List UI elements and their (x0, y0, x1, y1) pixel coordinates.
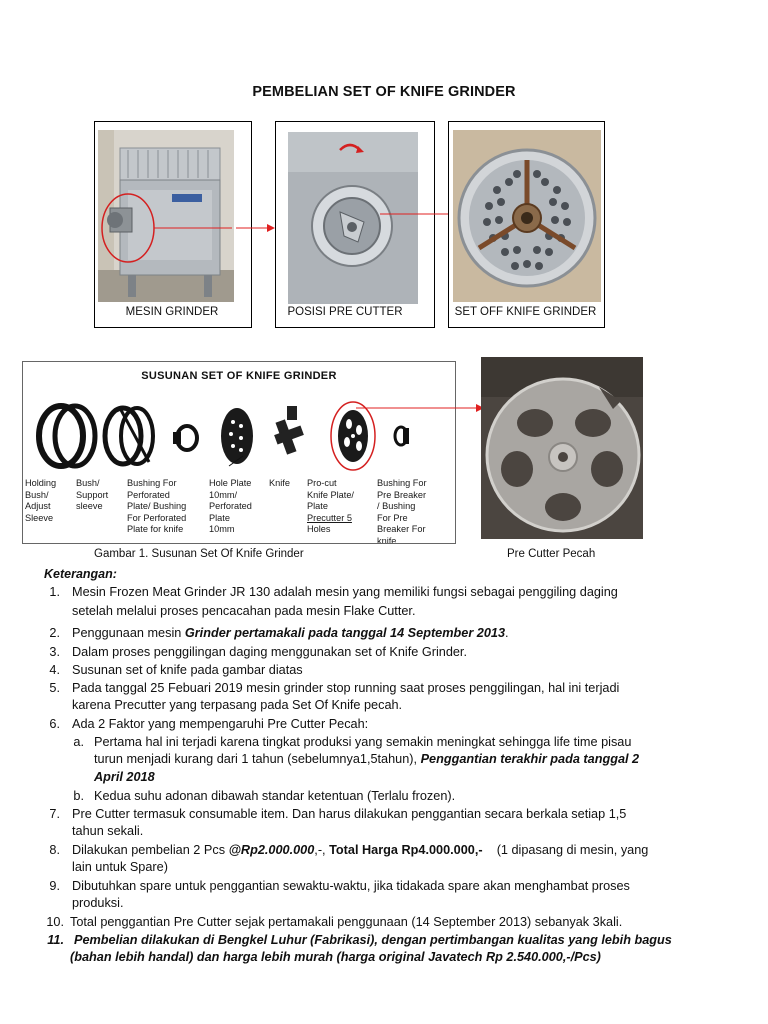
list-item: produksi. (72, 896, 124, 910)
list-number: b. (73, 789, 84, 803)
caption-mesin-grinder: MESIN GRINDER (125, 306, 219, 318)
list-item: (bahan lebih handal) dan harga lebih murah (harga original Javatech Rp 2.540.000,-/Pcs) (70, 950, 601, 964)
part-label-support-sleeve: Bush/ Support sleeve (76, 478, 109, 511)
list-item: April 2018 (94, 770, 155, 784)
hole-plate-icon (221, 408, 253, 466)
list-item: Pembelian dilakukan di Bengkel Luhur (Fabrikasi), dengan pertimbangan kualitas yang lebih bagus (74, 933, 672, 947)
photo-box-pre-cutter (275, 121, 435, 328)
list-item: Dalam proses penggilingan daging menggunakan set of Knife Grinder. (72, 645, 467, 659)
part-label-hole-plate: Hole Plate 10mm/ Perforated Plate 10mm (209, 478, 252, 534)
list-item: Susunan set of knife pada gambar diatas (72, 663, 303, 677)
list-number: 7. (49, 807, 60, 821)
list-number: 3. (49, 645, 60, 659)
part-label-knife: Knife (269, 478, 290, 488)
list-number: 10. (46, 915, 64, 929)
list-number: 5. (49, 681, 60, 695)
list-number: 4. (49, 663, 60, 677)
list-item: Pada tanggal 25 Febuari 2019 mesin grinder stop running saat proses penggilingan, hal ini terjadi (72, 681, 620, 695)
holding-bush-icon (39, 406, 95, 466)
list-item: Ada 2 Faktor yang mempengaruhi Pre Cutter Pecah: (72, 717, 369, 731)
list-item: Penggunaan mesin Grinder pertamakali pada tanggal 14 September 2013. (72, 626, 509, 640)
photo-box-grinder (94, 121, 252, 328)
arrow-right-icon (236, 222, 276, 234)
list-number: 1. (49, 585, 60, 599)
broken-pre-cutter-photo (481, 357, 643, 539)
keterangan-heading: Keterangan: (44, 567, 117, 581)
list-item: Kedua suhu adonan dibawah standar ketentuan (Terlalu frozen). (94, 789, 456, 803)
list-item: turun menjadi kurang dari 1 tahun (sebelumnya1,5tahun), Penggantian terakhir pada tanggal 2 (94, 752, 640, 766)
list-item: Dilakukan pembelian 2 Pcs @Rp2.000.000,-, Total Harga Rp4.000.000,- (1 dipasang di mesin, yang (72, 843, 649, 857)
list-item: Pre Cutter termasuk consumable item. Dan harus dilakukan penggantian secara berkala setiap 1,5 (72, 807, 627, 821)
list-number: 8. (49, 843, 60, 857)
list-number: 6. (49, 717, 60, 731)
bushing-perforated-plate-icon (173, 426, 197, 450)
bushing-pre-breaker-icon (395, 427, 409, 445)
list-number: 11. (47, 933, 64, 947)
caption-set-knife-grinder: SET OFF KNIFE GRINDER (454, 306, 597, 318)
grinder-machine-photo (98, 130, 234, 302)
diagram-title: SUSUNAN SET OF KNIFE GRINDER (141, 370, 337, 382)
part-label-bushing-pre-breaker: Bushing For Pre Breaker / Bushing For Pre Breaker For knife (377, 478, 427, 544)
knife-icon (274, 406, 304, 455)
list-number: 2. (49, 626, 60, 640)
part-label-pre-cut-plate: Pro-cut Knife Plate/ Plate Precutter 5 Holes (307, 478, 354, 534)
page-title: PEMBELIAN SET OF KNIFE GRINDER (252, 84, 516, 100)
part-label-bushing-perforated: Bushing For Perforated Plate/ Bushing For Perforated Plate for knife (127, 478, 187, 534)
list-number: 9. (49, 879, 60, 893)
list-number: a. (73, 735, 84, 749)
caption-posisi-pre-cutter: POSISI PRE CUTTER (287, 306, 403, 318)
list-item: setelah melalui proses pencacahan pada mesin Flake Cutter. (72, 604, 416, 618)
list-item: lain untuk Spare) (72, 860, 168, 874)
broken-cutter-caption: Pre Cutter Pecah (507, 548, 596, 560)
knife-grinder-assembly-diagram (22, 361, 456, 544)
list-item: Pertama hal ini terjadi karena tingkat produksi yang semakin meningkat sehingga life time pisau (94, 735, 632, 749)
set-of-knife-photo (453, 130, 601, 302)
list-item: Mesin Frozen Meat Grinder JR 130 adalah mesin yang memiliki fungsi sebagai penggiling daging (72, 585, 618, 599)
list-item: tahun sekali. (72, 824, 144, 838)
part-label-holding-bush: Holding Bush/ Adjust Sleeve (25, 478, 57, 523)
list-item: Total penggantian Pre Cutter sejak pertamakali penggunaan (14 September 2013) sebanyak 3kali. (70, 915, 623, 929)
arrow-right-icon (356, 402, 486, 414)
photo-box-set-knife (448, 121, 605, 328)
list-item: karena Precutter yang terpasang pada Set Of Knife pecah. (72, 698, 403, 712)
support-sleeve-icon (105, 408, 153, 464)
figure-caption: Gambar 1. Susunan Set Of Knife Grinder (94, 548, 304, 560)
list-item: Dibutuhkan spare untuk penggantian sewaktu-waktu, jika tidakada spare akan menghambat proses (72, 879, 630, 893)
